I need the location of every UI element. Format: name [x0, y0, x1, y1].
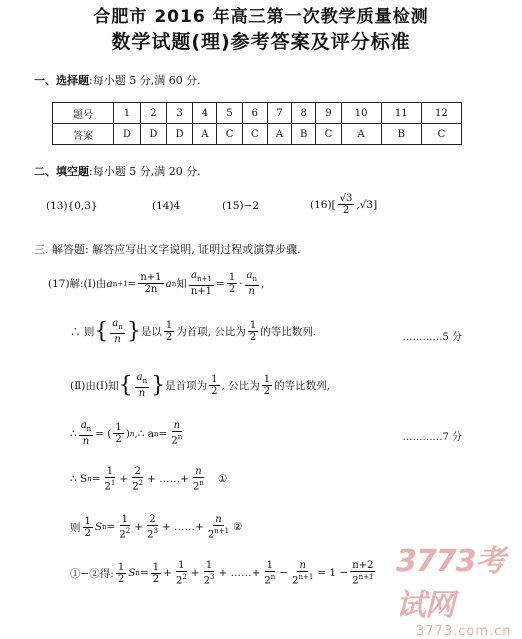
q17-line-5: ∴ S n = $\frac{1}{2^1}$ + $\frac{2}{2^2}$ + ……+ $\frac{n}{2^n}$ ①: [70, 466, 228, 493]
table-cell: A: [193, 124, 217, 145]
answer-table: [52, 102, 462, 145]
q17-line-1: (17)解:(Ⅰ)由 a n+1 = $\frac{n+1}{2n}$ a n 知 $\frac{a_{n+1}}{n+1}$ = $\frac{1}{2}$ · $\frac{a_n}{n}$ ,: [48, 270, 265, 297]
table-cell: 2: [140, 103, 166, 124]
q17-line-2: ∴ 则 { $\frac{a_n}{n}$ } 是以 $\frac{1}{2}$ 为首项, 公比为 $\frac{1}{2}$ 的等比数列.: [70, 318, 317, 345]
q17-line-7: ①−②得: $\frac{1}{2}$ S n = $\frac{1}{2}$ + $\frac{1}{2^2}$ + $\frac{1}{2^3}$ + ……+ $\frac{1}{2^n}$ − $\frac{n}{2^{n+1}}$ = 1 − $\frac{n+2}{2^{n+1}}$: [70, 560, 374, 587]
fill-answer-13: (13){0,3}: [46, 200, 98, 212]
table-cell: 6: [242, 103, 267, 124]
q17-line-4: ∴ $\frac{a_n}{n}$ = ( $\frac{1}{2}$ ) n ,∴ a n = $\frac{n}{2^n}$: [70, 420, 183, 447]
table-cell: 3: [167, 103, 193, 124]
table-cell: 12: [421, 103, 461, 124]
fill-answer-16: (16)[ $\frac{√3}{2}$ ,√3]: [310, 193, 378, 216]
table-cell: D: [167, 124, 193, 145]
score-5: …………5 分: [402, 332, 462, 343]
row-label-answer: 答案: [53, 124, 114, 145]
table-cell: C: [421, 124, 461, 145]
table-cell: 10: [341, 103, 381, 124]
section-solution-heading: 三. 解答题: 解答应写出文字说明, 证明过程或演算步骤.: [34, 243, 301, 256]
score-7: …………7 分: [402, 432, 462, 443]
table-cell: D: [114, 124, 140, 145]
section-choice-heading: 一、选择题:每小题 5 分,满 60 分.: [34, 74, 201, 87]
table-row-answers: [53, 124, 462, 145]
watermark-logo: 3773考试网 3773.com.cn: [396, 544, 512, 639]
table-cell: 11: [381, 103, 421, 124]
table-cell: A: [341, 124, 381, 145]
q17-line-3: (Ⅱ)由(Ⅰ)知 { $\frac{a_n}{n}$ } 是首项为 $\frac{1}{2}$ , 公比为 $\frac{1}{2}$ 的等比数列,: [70, 372, 330, 399]
section-fill-heading: 二、填空题:每小题 5 分,满 20 分.: [34, 165, 201, 178]
fill-answer-14: (14)4: [152, 200, 181, 212]
table-cell: 4: [193, 103, 217, 124]
table-cell: 7: [267, 103, 291, 124]
table-cell: C: [316, 124, 341, 145]
page-subtitle: 数学试题(理)参考答案及评分标准: [111, 31, 411, 53]
fill-answer-15: (15)−2: [222, 200, 260, 212]
table-cell: 1: [114, 103, 140, 124]
table-cell: A: [267, 124, 291, 145]
table-cell: 5: [217, 103, 242, 124]
q17-line-6: 则 $\frac{1}{2}$ S n = $\frac{1}{2^2}$ + $\frac{2}{2^3}$ + ……+ $\frac{n}{2^{n+1}}$ ②: [70, 514, 243, 541]
table-cell: B: [381, 124, 421, 145]
table-cell: 8: [291, 103, 315, 124]
table-row-numbers: [53, 103, 462, 124]
table-cell: D: [140, 124, 166, 145]
table-cell: C: [242, 124, 267, 145]
table-cell: 9: [316, 103, 341, 124]
table-cell: B: [291, 124, 315, 145]
row-label-number: 题号: [53, 103, 114, 124]
table-cell: C: [217, 124, 242, 145]
page-title: 合肥市 2016 年高三第一次教学质量检测: [93, 7, 429, 27]
fraction: $\frac{√3}{2}$: [339, 193, 353, 216]
